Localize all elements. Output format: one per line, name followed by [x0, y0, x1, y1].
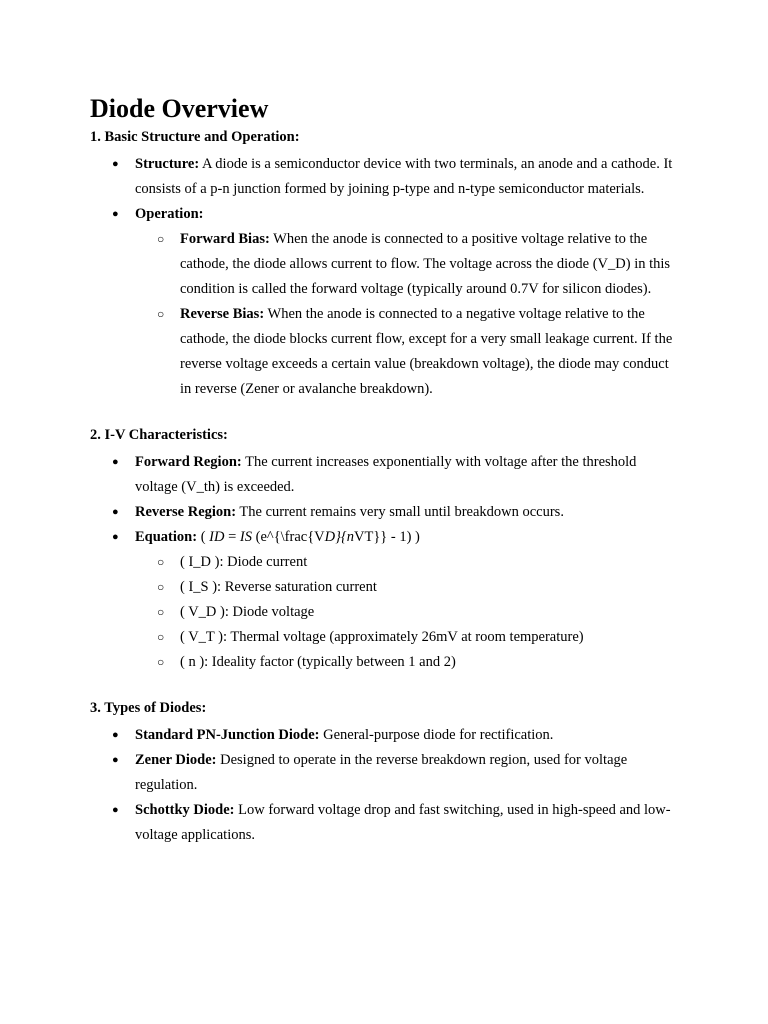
diode-type-text: Low forward voltage drop and fast switching, used in high-speed and low-voltage applications. [135, 802, 671, 843]
diode-type-text: Designed to operate in the reverse breakdown region, used for voltage regulation. [135, 752, 628, 793]
variable-text: ( V_D ): Diode voltage [180, 604, 315, 620]
diode-type-label: Zener Diode: [135, 752, 217, 768]
equation-text-f: D}{n [324, 529, 354, 545]
variable-item [90, 625, 680, 650]
circle-bullet-icon: ○ [157, 555, 165, 569]
list-item-reverse-bias [90, 302, 680, 402]
variable-item [90, 575, 680, 600]
circle-bullet-icon: ○ [157, 232, 165, 246]
circle-bullet-icon: ○ [157, 630, 165, 644]
section-2-heading: 2. I-V Characteristics: [90, 427, 228, 443]
section-3-heading: 3. Types of Diodes: [90, 700, 207, 716]
forward-region-text: The current increases exponentially with voltage after the threshold voltage (V_th) is exceeded. [135, 454, 637, 495]
equation-text-h: T}} - 1) ) [364, 529, 420, 545]
bullet-icon: ● [112, 804, 119, 816]
bullet-icon: ● [112, 158, 119, 170]
equation-text-g: V [353, 529, 365, 545]
reverse-region-label: Reverse Region: [135, 504, 237, 520]
bullet-icon: ● [112, 729, 119, 741]
equation-label: Equation: [135, 529, 198, 545]
forward-region-label: Forward Region: [135, 454, 242, 470]
list-item-forward-region [90, 450, 680, 500]
bullet-icon: ● [112, 208, 119, 220]
page-title: Diode Overview [90, 94, 269, 123]
circle-bullet-icon: ○ [157, 605, 165, 619]
equation-text-e: (e^{\frac{V [252, 529, 325, 545]
forward-bias-text: When the anode is connected to a positive voltage relative to the cathode, the diode allows current to flow. The voltage across the diode (V_D) in this condition is called the forward voltage (typically around 0.7V for silicon diodes). [180, 231, 671, 297]
list-item-diode-type [90, 798, 680, 848]
equation-text-a: ( [197, 529, 210, 545]
bullet-icon: ● [112, 456, 119, 468]
variable-text: ( I_S ): Reverse saturation current [180, 579, 377, 595]
variable-text: ( V_T ): Thermal voltage (approximately 26mV at room temperature) [180, 629, 584, 645]
circle-bullet-icon: ○ [157, 580, 165, 594]
equation-is: IS [239, 529, 252, 545]
list-item-reverse-region [90, 500, 680, 525]
equation-variables-list [135, 550, 680, 675]
list-item-operation [90, 202, 680, 402]
reverse-region-text: The current remains very small until breakdown occurs. [236, 504, 564, 520]
equation-text-c: = [224, 529, 240, 545]
forward-bias-label: Forward Bias: [180, 231, 270, 247]
section-3-list [90, 723, 680, 848]
list-item-diode-type [90, 748, 680, 798]
section-1-list [90, 152, 680, 402]
variable-item [90, 550, 680, 575]
diode-type-label: Schottky Diode: [135, 802, 235, 818]
diode-type-text: General-purpose diode for rectification. [319, 727, 554, 743]
variable-text: ( n ): Ideality factor (typically between 1 and 2) [180, 654, 456, 670]
document-body [90, 94, 680, 848]
variable-text: ( I_D ): Diode current [180, 554, 308, 570]
structure-text: A diode is a semiconductor device with two terminals, an anode and a cathode. It consists of a p-n junction formed by joining p-type and n-type semiconductor materials. [135, 156, 673, 197]
section-2-list [90, 450, 680, 675]
equation-id: ID [209, 529, 225, 545]
section-1-heading: 1. Basic Structure and Operation: [90, 129, 300, 145]
variable-item [90, 600, 680, 625]
variable-item [90, 650, 680, 675]
operation-label: Operation: [135, 206, 204, 222]
structure-label: Structure: [135, 156, 200, 172]
reverse-bias-label: Reverse Bias: [180, 306, 265, 322]
reverse-bias-text: When the anode is connected to a negative voltage relative to the cathode, the diode blocks current flow, except for a very small leakage current. If the reverse voltage exceeds a certain value (breakdown voltage), the diode may conduct in reverse (Zener or avalanche breakdown). [180, 306, 673, 397]
circle-bullet-icon: ○ [157, 655, 165, 669]
operation-sublist [135, 227, 680, 402]
list-item-diode-type [90, 723, 680, 748]
diode-type-label: Standard PN-Junction Diode: [135, 727, 320, 743]
bullet-icon: ● [112, 754, 119, 766]
list-item-equation [90, 525, 680, 675]
bullet-icon: ● [112, 506, 119, 518]
list-item-forward-bias [90, 227, 680, 302]
bullet-icon: ● [112, 531, 119, 543]
list-item-structure [90, 152, 680, 202]
circle-bullet-icon: ○ [157, 307, 165, 321]
